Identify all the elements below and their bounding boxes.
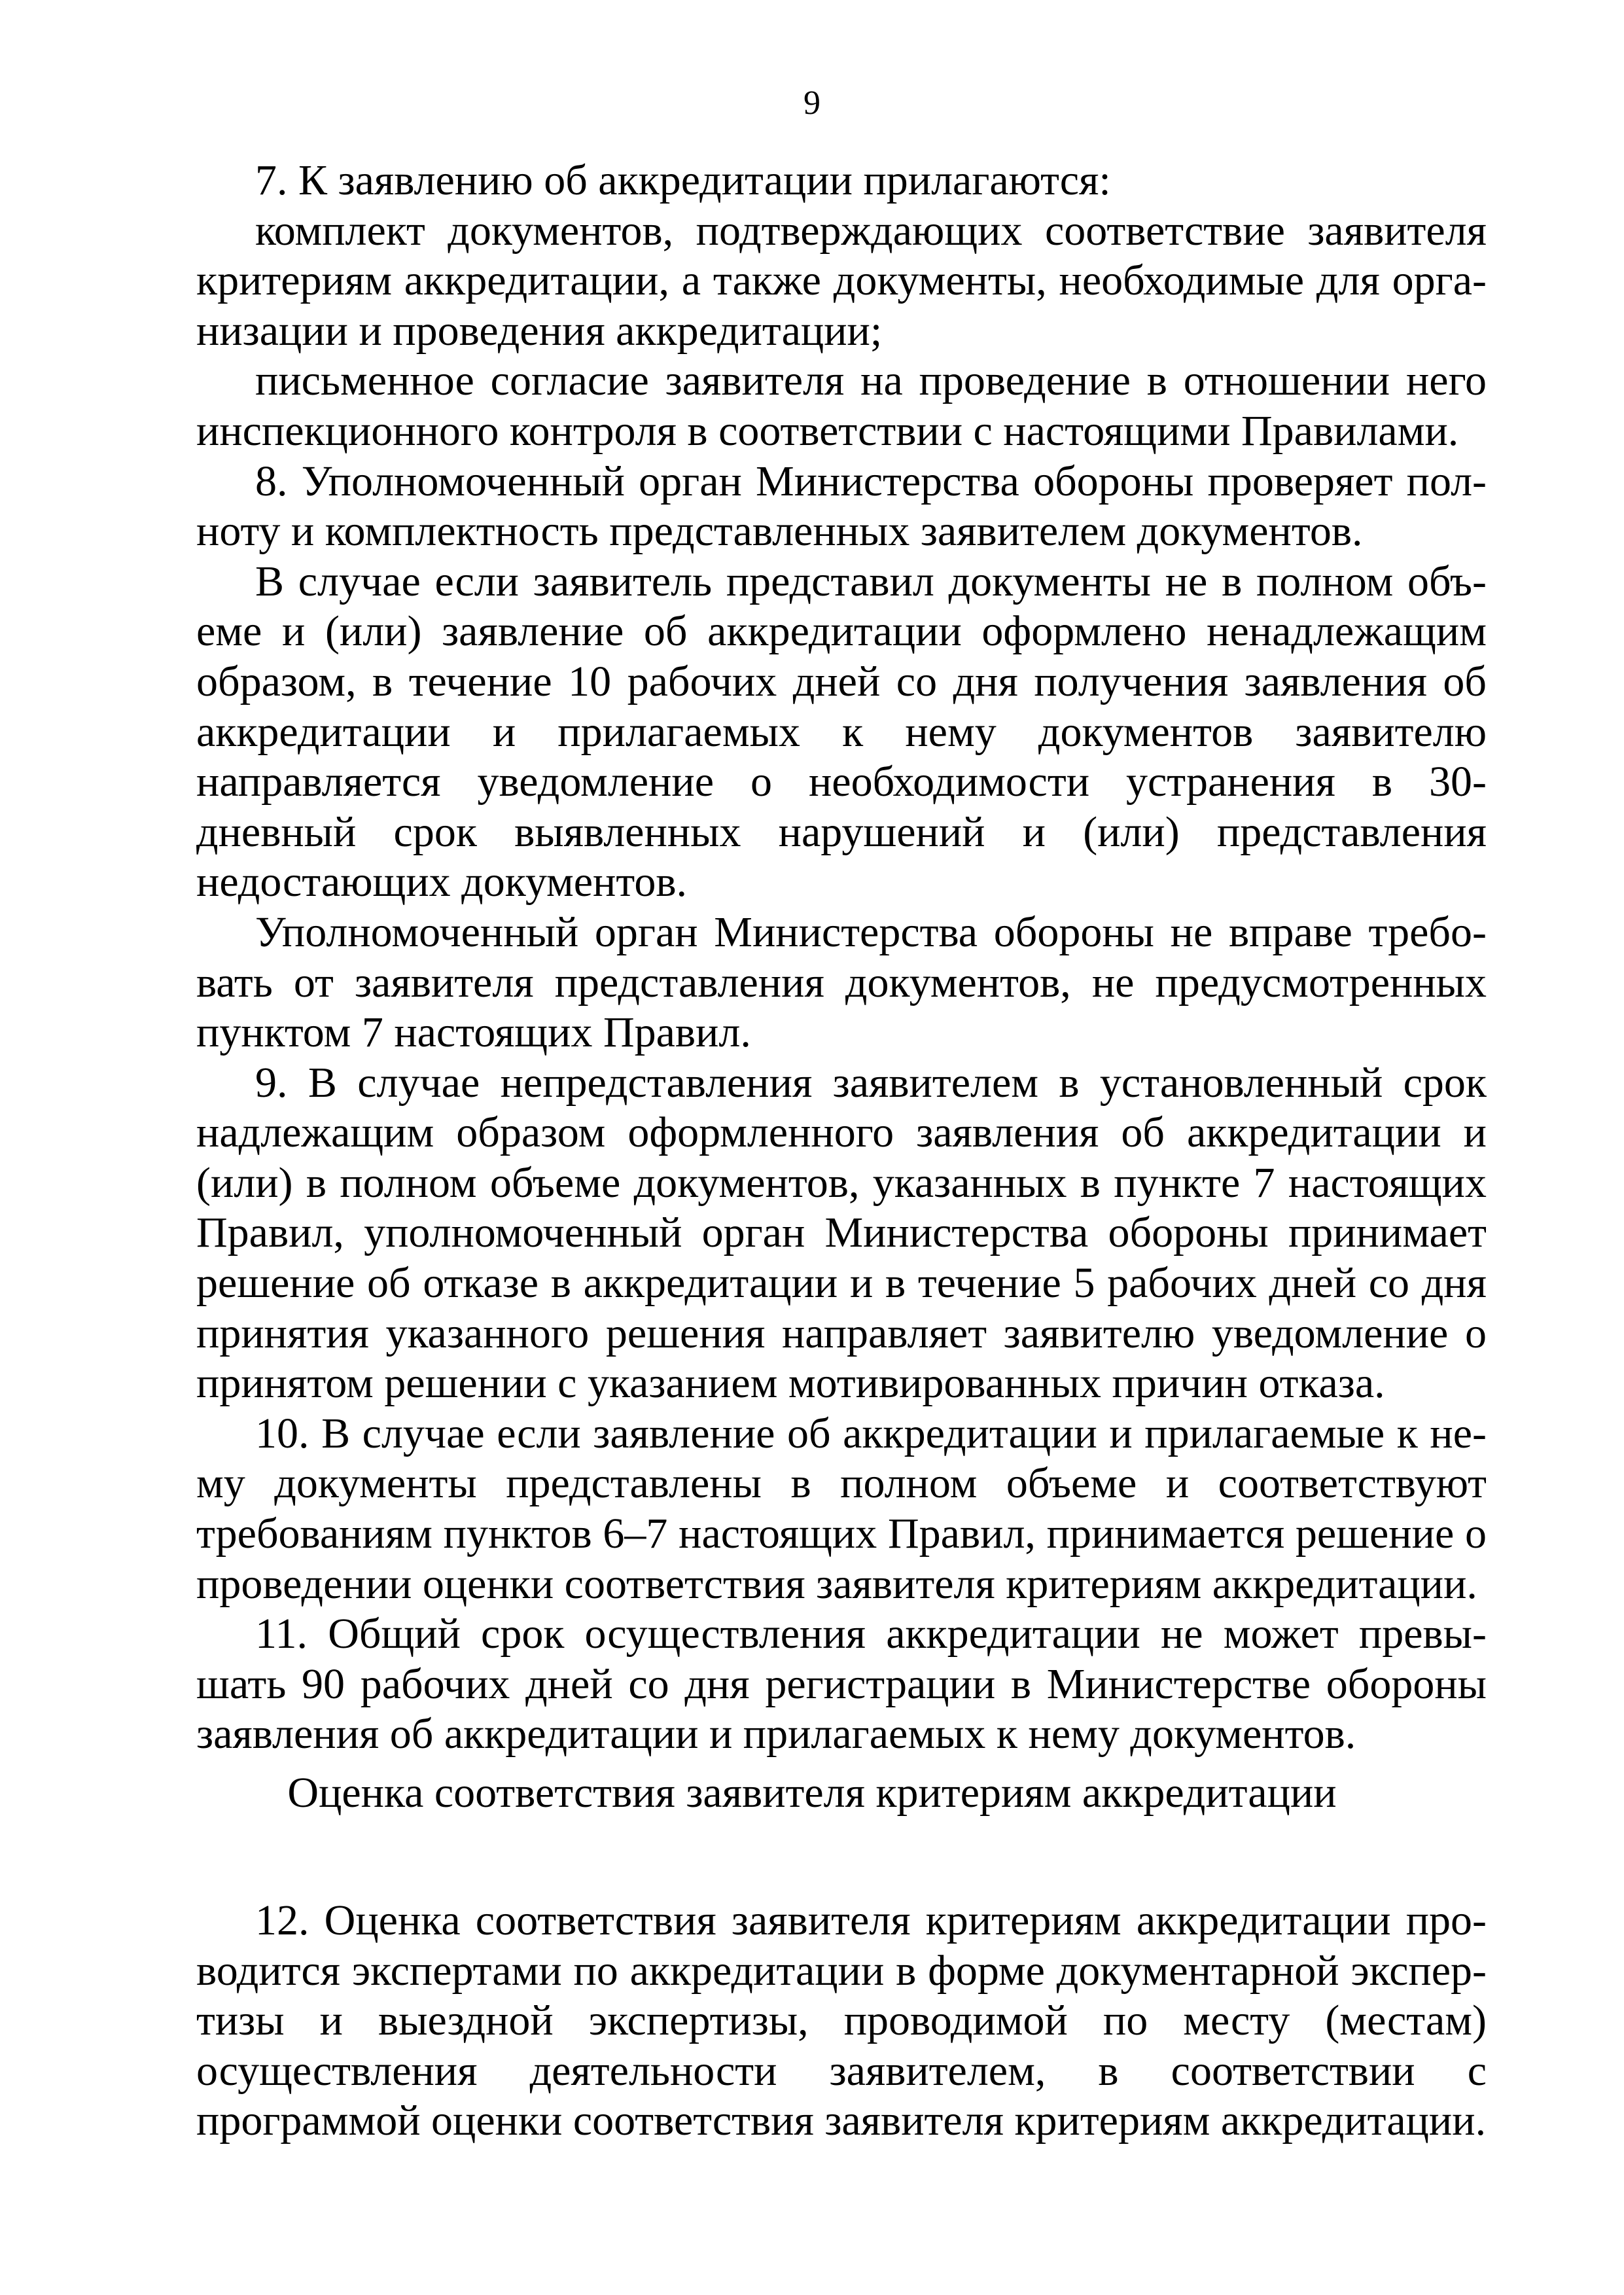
section-heading: Оценка соответствия заявителя критериям аккредитации [287, 1769, 1337, 1817]
paragraph-9: 9. В случае непредставления заявителем в установленный срок надлежащим образом оформленного заявления об аккредитации и (или) в полном объеме документов, указанных в пункте 7 настоящих Правил, уполномоченный орган Министерства обороны принимает решение об отказе в аккредитации и в течение 5 рабочих дней со дня принятия указанного решения направляет заявителю уведомление о принятом решении с указанием мотивированных причин отказа. [196, 1058, 1487, 1408]
paragraph-10: 10. В случае если заявление об аккредитации и прилагаемые к нему документы представлены в полном объеме и соответствуют требованиям пунктов 6–7 настоящих Правил, принимается решение о проведении оценки соответствия заявителя критериям аккредитации. [196, 1409, 1487, 1608]
paragraph-11: 11. Общий срок осуществления аккредитации не может превышать 90 рабочих дней со дня регистрации в Министерстве обороны заявления об аккредитации и прилагаемых к нему документов. [196, 1610, 1487, 1758]
paragraph-8-not-entitled: Уполномоченный орган Министерства обороны не вправе требовать от заявителя представления документов, не предусмотренных пунктом 7 настоящих Правил. [196, 908, 1487, 1057]
paragraph-12: 12. Оценка соответствия заявителя критериям аккредитации проводится экспертами по аккредитации в форме документарной экспертизы и выездной экспертизы, проводимой по месту (местам) осуществления деятельности заявителем, в соответствии с программой оценки соответствия заявителя критериям аккредитации. [196, 1896, 1487, 2145]
paragraph-7-item-consent: письменное согласие заявителя на проведение в отношении него инспекционного контроля в соответствии с настоящими Правилами. [196, 357, 1487, 455]
paragraph-8-incomplete: В случае если заявитель представил документы не в полном объеме и (или) заявление об аккредитации оформлено ненадлежащим образом, в течение 10 рабочих дней со дня получения заявления об аккредитации и прилагаемых к нему документов заявителю направляется уведомление о необходимости устранения в 30-дневный срок выявленных нарушений и (или) представления недостающих документов. [196, 557, 1487, 906]
section-body [196, 1896, 1487, 2146]
document-body [196, 156, 1487, 1760]
paragraph-7: 7. К заявлению об аккредитации прилагаются: [255, 156, 1111, 204]
paragraph-8: 8. Уполномоченный орган Министерства обороны проверяет полноту и комплектность представленных заявителем документов. [196, 457, 1487, 556]
page-number: 9 [803, 84, 821, 122]
paragraph-7-item-documents: комплект документов, подтверждающих соответствие заявителя критериям аккредитации, а также документы, необходимые для организации и проведения аккредитации; [196, 206, 1487, 355]
